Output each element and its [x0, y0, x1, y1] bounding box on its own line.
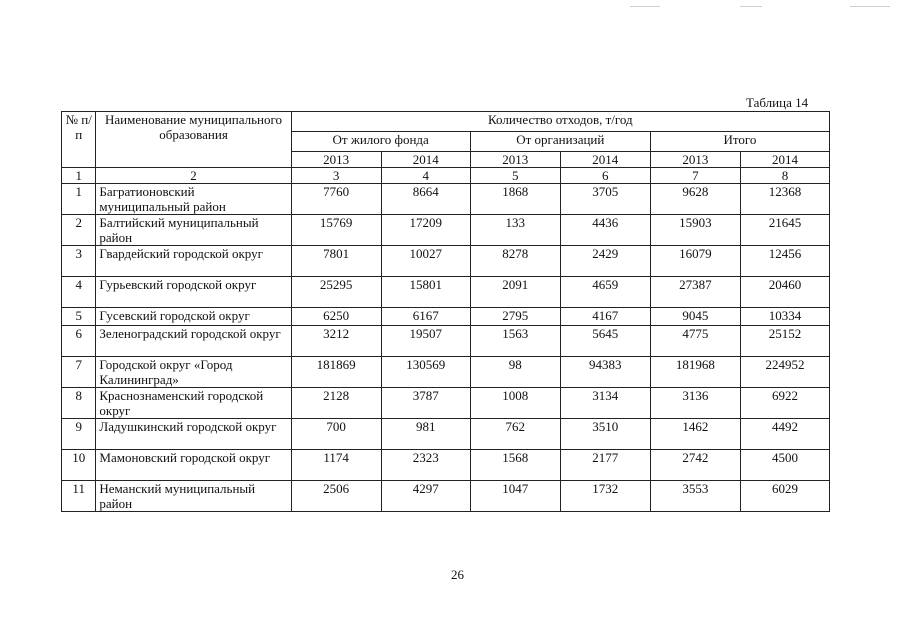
municipality-name: Краснознаменский городской округ — [96, 388, 291, 419]
row-number: 9 — [62, 419, 96, 450]
waste-value: 3212 — [291, 326, 381, 357]
waste-value: 6029 — [740, 481, 829, 512]
row-number: 11 — [62, 481, 96, 512]
waste-value: 2506 — [291, 481, 381, 512]
waste-value: 15801 — [381, 277, 470, 308]
waste-value: 4500 — [740, 450, 829, 481]
row-number: 1 — [62, 184, 96, 215]
municipality-name: Зеленоградский городской округ — [96, 326, 291, 357]
scan-artifact — [630, 6, 660, 7]
waste-value: 181869 — [291, 357, 381, 388]
waste-value: 4775 — [650, 326, 740, 357]
column-number: 5 — [470, 168, 560, 184]
waste-value: 762 — [470, 419, 560, 450]
waste-value: 10334 — [740, 308, 829, 326]
municipality-name: Багратионовский муниципальный район — [96, 184, 291, 215]
header-name: Наименование муниципального образования — [96, 112, 291, 168]
column-number: 7 — [650, 168, 740, 184]
table-row — [62, 388, 830, 419]
waste-value: 15903 — [650, 215, 740, 246]
table-caption: Таблица 14 — [746, 95, 809, 110]
row-number: 6 — [62, 326, 96, 357]
waste-value: 4659 — [560, 277, 650, 308]
waste-value: 1732 — [560, 481, 650, 512]
waste-value: 25295 — [291, 277, 381, 308]
municipality-name: Мамоновский городской округ — [96, 450, 291, 481]
table-row — [62, 481, 830, 512]
waste-value: 2323 — [381, 450, 470, 481]
table-row — [62, 215, 830, 246]
waste-value: 4167 — [560, 308, 650, 326]
column-number: 8 — [740, 168, 829, 184]
header-quantity: Количество отходов, т/год — [291, 112, 829, 132]
waste-value: 7801 — [291, 246, 381, 277]
column-number: 6 — [560, 168, 650, 184]
waste-value: 94383 — [560, 357, 650, 388]
waste-value: 4436 — [560, 215, 650, 246]
waste-value: 7760 — [291, 184, 381, 215]
waste-value: 130569 — [381, 357, 470, 388]
row-number: 4 — [62, 277, 96, 308]
table-body — [62, 184, 830, 512]
page-number: 26 — [451, 567, 464, 582]
waste-value: 2091 — [470, 277, 560, 308]
municipality-name: Ладушкинский городской округ — [96, 419, 291, 450]
header-year: 2014 — [740, 152, 829, 168]
row-number: 7 — [62, 357, 96, 388]
row-number: 10 — [62, 450, 96, 481]
municipality-name: Городской округ «Город Калининград» — [96, 357, 291, 388]
table-row — [62, 246, 830, 277]
municipality-name: Гусевский городской округ — [96, 308, 291, 326]
scan-artifact — [850, 6, 890, 7]
header-year: 2013 — [291, 152, 381, 168]
waste-value: 981 — [381, 419, 470, 450]
waste-value: 12456 — [740, 246, 829, 277]
waste-value: 9045 — [650, 308, 740, 326]
waste-value: 15769 — [291, 215, 381, 246]
waste-value: 3510 — [560, 419, 650, 450]
waste-value: 25152 — [740, 326, 829, 357]
waste-value: 12368 — [740, 184, 829, 215]
table-row — [62, 450, 830, 481]
row-number: 2 — [62, 215, 96, 246]
table-row — [62, 357, 830, 388]
table-row — [62, 326, 830, 357]
waste-value: 19507 — [381, 326, 470, 357]
waste-value: 1868 — [470, 184, 560, 215]
waste-value: 20460 — [740, 277, 829, 308]
waste-value: 27387 — [650, 277, 740, 308]
header-year: 2014 — [381, 152, 470, 168]
table-row — [62, 419, 830, 450]
municipality-name: Неманский муниципальный район — [96, 481, 291, 512]
header-group: Итого — [650, 132, 829, 152]
header-year: 2014 — [560, 152, 650, 168]
waste-value: 2128 — [291, 388, 381, 419]
waste-value: 17209 — [381, 215, 470, 246]
waste-value: 10027 — [381, 246, 470, 277]
waste-value: 8278 — [470, 246, 560, 277]
waste-value: 9628 — [650, 184, 740, 215]
municipality-name: Гвардейский городской округ — [96, 246, 291, 277]
waste-value: 181968 — [650, 357, 740, 388]
waste-value: 1462 — [650, 419, 740, 450]
waste-value: 1563 — [470, 326, 560, 357]
municipality-name: Гурьевский городской округ — [96, 277, 291, 308]
waste-value: 1568 — [470, 450, 560, 481]
row-number: 3 — [62, 246, 96, 277]
waste-value: 3553 — [650, 481, 740, 512]
waste-value: 3136 — [650, 388, 740, 419]
waste-value: 700 — [291, 419, 381, 450]
header-group: От организаций — [470, 132, 650, 152]
waste-value: 1047 — [470, 481, 560, 512]
waste-value: 2177 — [560, 450, 650, 481]
header-year: 2013 — [470, 152, 560, 168]
waste-value: 6922 — [740, 388, 829, 419]
column-number: 4 — [381, 168, 470, 184]
row-number: 5 — [62, 308, 96, 326]
column-number: 2 — [96, 168, 291, 184]
waste-value: 4297 — [381, 481, 470, 512]
row-number: 8 — [62, 388, 96, 419]
waste-value: 2795 — [470, 308, 560, 326]
waste-value: 133 — [470, 215, 560, 246]
column-number: 1 — [62, 168, 96, 184]
header-group: От жилого фонда — [291, 132, 470, 152]
waste-value: 98 — [470, 357, 560, 388]
table-row — [62, 277, 830, 308]
waste-value: 5645 — [560, 326, 650, 357]
column-number: 3 — [291, 168, 381, 184]
waste-value: 21645 — [740, 215, 829, 246]
waste-value: 2742 — [650, 450, 740, 481]
table-row — [62, 184, 830, 215]
waste-value: 3787 — [381, 388, 470, 419]
waste-value: 4492 — [740, 419, 829, 450]
waste-value: 3705 — [560, 184, 650, 215]
waste-value: 224952 — [740, 357, 829, 388]
waste-value: 8664 — [381, 184, 470, 215]
waste-value: 6250 — [291, 308, 381, 326]
waste-value: 1174 — [291, 450, 381, 481]
table-row — [62, 308, 830, 326]
waste-value: 1008 — [470, 388, 560, 419]
scan-artifact — [740, 6, 762, 7]
municipality-name: Балтийский муниципальный район — [96, 215, 291, 246]
header-year: 2013 — [650, 152, 740, 168]
waste-value: 6167 — [381, 308, 470, 326]
waste-value: 3134 — [560, 388, 650, 419]
waste-value: 2429 — [560, 246, 650, 277]
header-num: № п/п — [62, 112, 96, 168]
waste-value: 16079 — [650, 246, 740, 277]
waste-table — [61, 111, 830, 512]
